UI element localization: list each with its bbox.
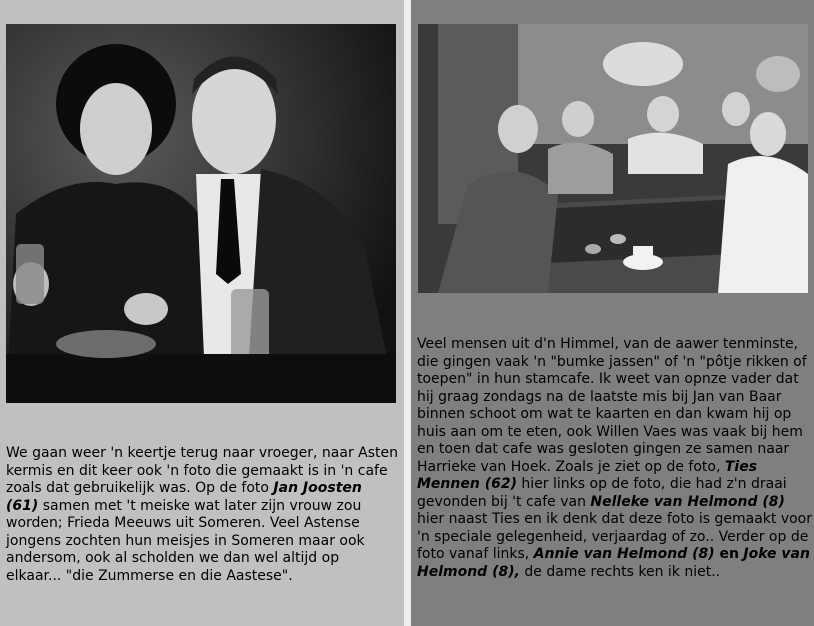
left-caption [6, 445, 398, 585]
column-divider [404, 0, 411, 626]
caption-text: Veel mensen uit d'n Himmel, van de aawer tenminste, die gingen vaak 'n "bumke jassen" of 'n "pôtje rikken of toepen" in hun stamcafe. Ik weet van opnze vader dat hij graag zondags na de laatste mis bij Jan van Baar binnen schoot om wat te kaarten en dan kwam hij op huis aan om te eten, ook Willen Vaes was vaak bij hem en toen dat cafe was gesloten gingen ze samen naar Harrieke van Hoek. Zoals je ziet op de foto, [417, 336, 807, 475]
caption-text: hier links op de foto, die had z'n draai gevonden bij 't cafe van [417, 476, 787, 510]
right-caption [417, 336, 813, 581]
caption-text: samen met 't meiske wat later zijn vrouw zou worden; Frieda Meeuws uit Someren. Veel Astense jongens zochten hun meisjes in Someren maar ook andersom, ook al scholden we dan wel altijd op elkaar... "die Zummerse en die Aastese". [6, 497, 365, 584]
cafe-table-photo [418, 24, 808, 293]
caption-text: hier naast Ties en ik denk dat deze foto is gemaakt voor 'n speciale gelegenheid, verjaardag of zo.. Verder op de foto vanaf links, [417, 511, 812, 562]
person-name: Annie van Helmond (8) [533, 546, 715, 562]
caption-text: de dame rechts ken ik niet.. [519, 563, 721, 580]
bold-text: en [714, 546, 739, 562]
person-name: Ties Mennen (62) [417, 458, 758, 492]
person-name: Joke van Helmond (8), [417, 546, 810, 580]
person-name: Nelleke van Helmond (8) [590, 493, 785, 510]
person-name: Jan Joosten (61) [6, 480, 362, 514]
caption-text: We gaan weer 'n keertje terug naar vroeger, naar Asten kermis en dit keer ook 'n foto die gemaakt is in 'n cafe zoals dat gebruikelijk was. Op de foto [6, 445, 398, 496]
couple-photo [6, 24, 396, 403]
